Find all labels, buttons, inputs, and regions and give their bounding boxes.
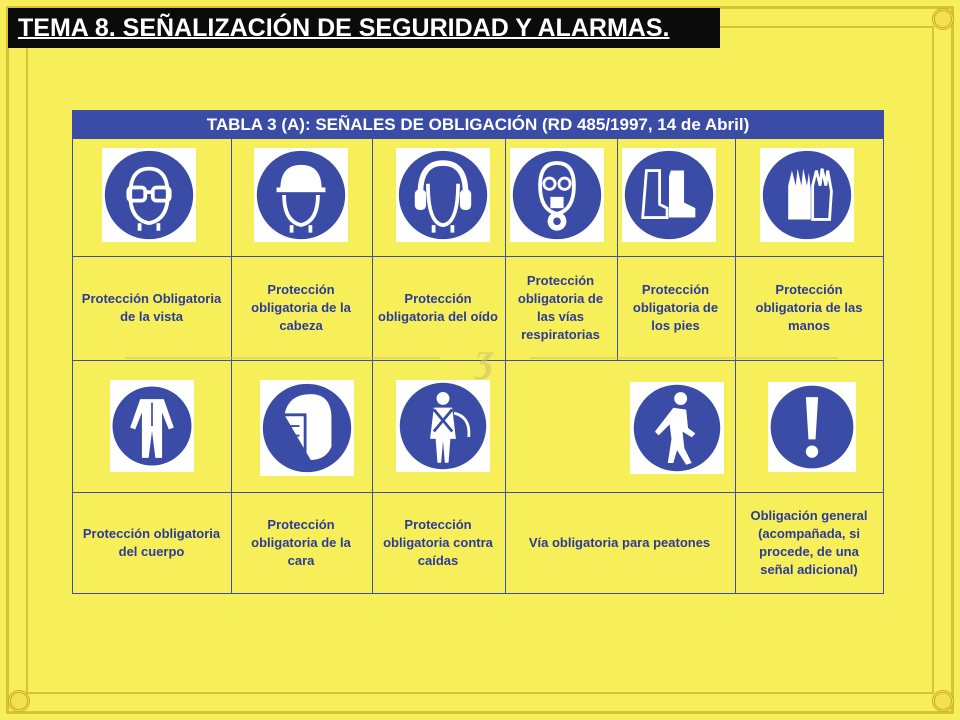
sign-label: Protección obligatoria de las manos — [755, 282, 863, 333]
face-protection-icon — [260, 380, 354, 476]
general-obligation-icon — [768, 382, 856, 472]
foot-protection-icon — [622, 148, 716, 242]
sign-label: Vía obligatoria para peatones — [528, 534, 711, 550]
corner-ornament — [8, 690, 30, 712]
ear-protection-icon — [396, 148, 490, 242]
head-protection-icon — [254, 148, 348, 242]
pedestrian-route-icon — [630, 382, 724, 474]
sign-label: Protección obligatoria contra caídas — [383, 516, 493, 568]
corner-ornament — [932, 690, 954, 712]
sign-label: Obligación general (acompañada, si procede, de una señal adicional) — [750, 507, 868, 577]
sign-label: Protección obligatoria del oído — [378, 291, 498, 324]
hand-protection-icon — [760, 148, 854, 242]
body-protection-icon — [110, 380, 194, 472]
sign-label: Protección obligatoria de la cabeza — [251, 282, 351, 333]
table-header: TABLA 3 (A): SEÑALES DE OBLIGACIÓN (RD 485/1997, 14 de Abril) — [73, 111, 883, 139]
watermark-logo: ʒ — [475, 335, 495, 380]
slide-title: TEMA 8. SEÑALIZACIÓN DE SEGURIDAD Y ALARMAS. — [8, 8, 720, 48]
corner-ornament — [932, 8, 954, 30]
sign-label: Protección obligatoria de la cara — [251, 516, 351, 568]
fall-protection-icon — [396, 380, 490, 472]
sign-label: Protección obligatoria de los pies — [632, 282, 719, 333]
sign-label: Protección obligatoria del cuerpo — [82, 525, 221, 559]
respiratory-protection-icon — [510, 148, 604, 242]
sign-label: Protección Obligatoria de la vista — [81, 291, 222, 324]
eye-protection-icon — [102, 148, 196, 242]
sign-label: Protección obligatoria de las vías respiratorias — [517, 273, 604, 342]
